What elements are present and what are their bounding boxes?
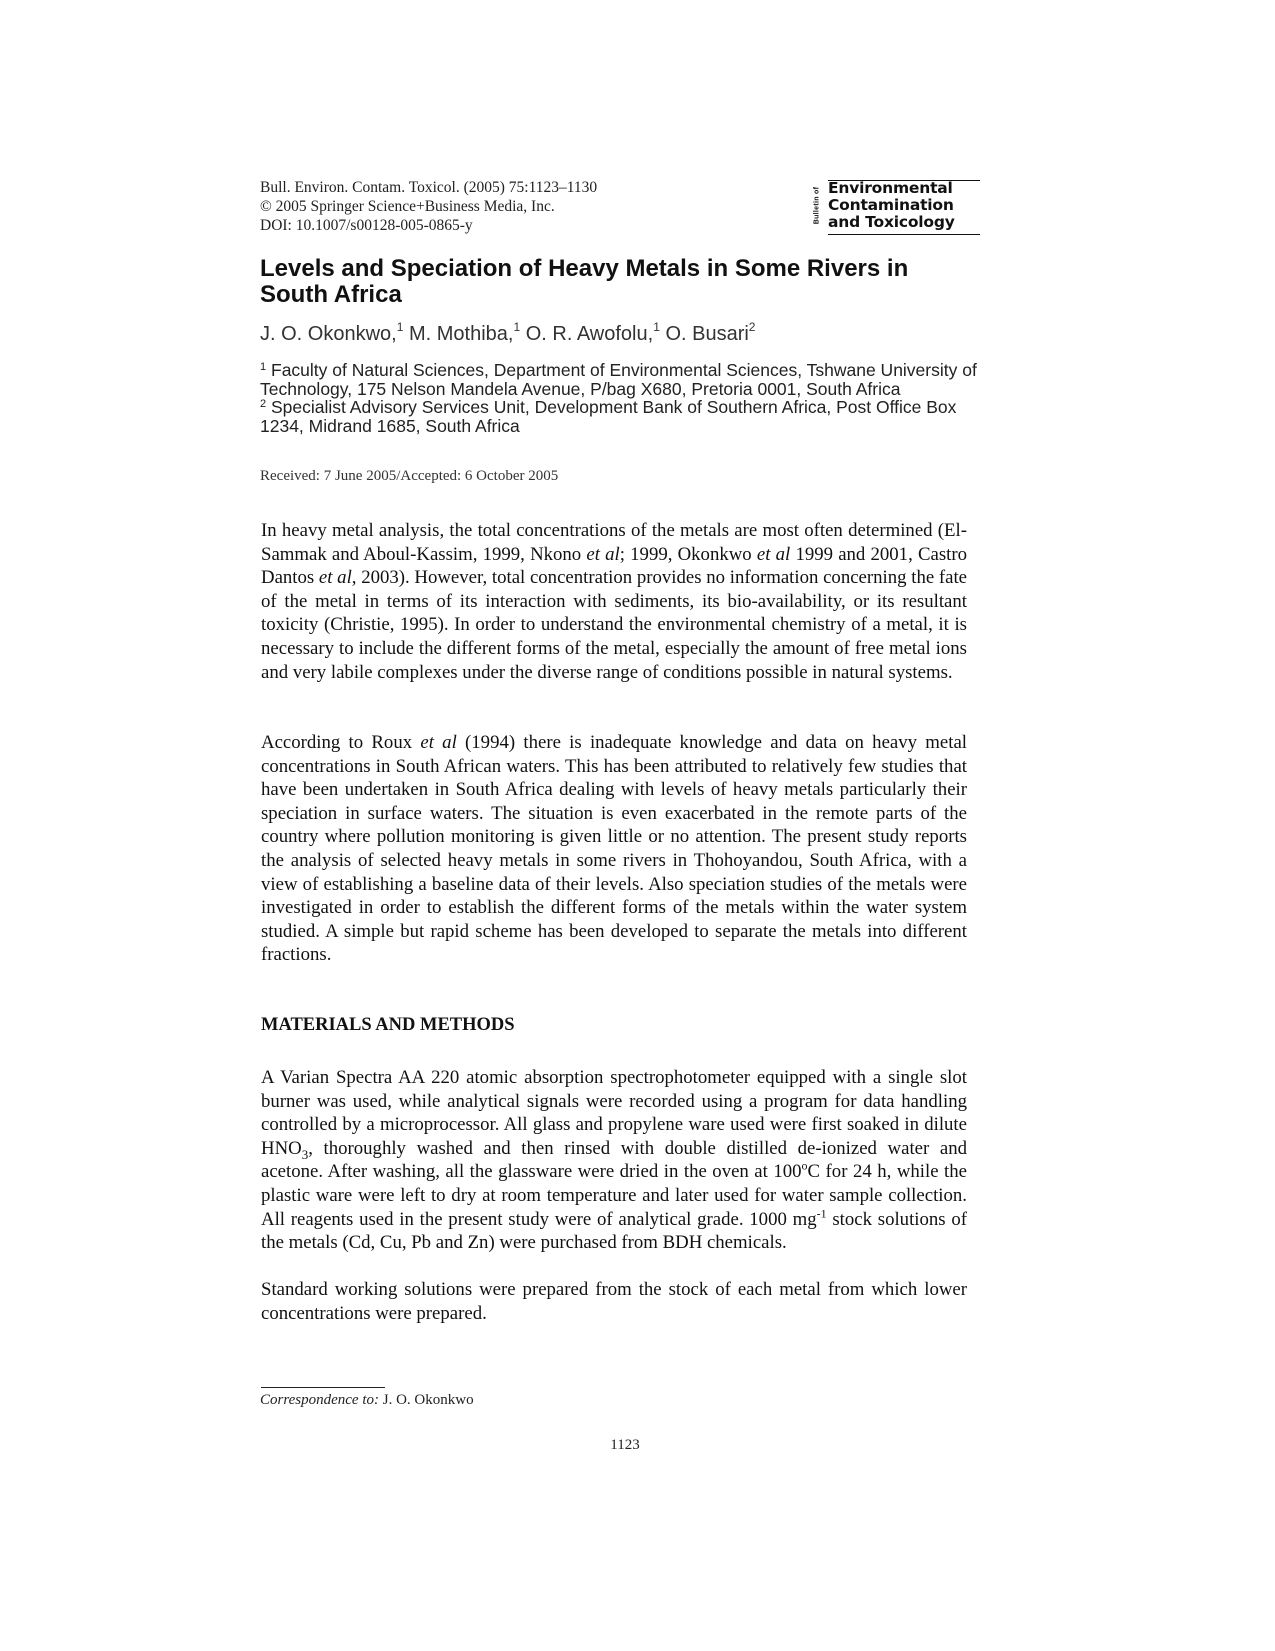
affiliations: [260, 361, 990, 435]
author-name: O. R. Awofolu,: [525, 323, 654, 345]
author-affil-ref: 1: [653, 320, 660, 334]
correspondence-footnote: Correspondence to: J. O. Okonkwo: [260, 1392, 474, 1408]
author-list: [260, 322, 755, 346]
citation-header: [260, 178, 597, 235]
citation-line: Bull. Environ. Contam. Toxicol. (2005) 75:1123–1130: [260, 179, 598, 196]
author-affil-ref: 1: [513, 320, 521, 334]
affiliation-2: $^2$ Specialist Advisory Services Unit, Development Bank of Southern Africa, Post Office Box 1234, Midrand 1685, South Africa: [260, 397, 957, 436]
logo-line-2: Contamination: [828, 196, 954, 214]
page-number: 1123: [610, 1437, 640, 1453]
author-name: M. Mothiba,: [408, 323, 514, 345]
received-dates: Received: 7 June 2005/Accepted: 6 October 2005: [260, 468, 559, 484]
article-title: Levels and Speciation of Heavy Metals in Some Rivers in South Africa: [260, 255, 909, 308]
affiliation-1: $^1$ Faculty of Natural Sciences, Department of Environmental Sciences, Tshwane University of Technology, 175 Nelson Mandela Avenue, P/bag X680, Pretoria 0001, South Africa: [260, 360, 977, 399]
author-affil-ref: 2: [748, 320, 756, 334]
doi-line: DOI: 10.1007/s00128-005-0865-y: [260, 217, 473, 234]
author-affil-ref: 1: [396, 320, 404, 334]
footnote-rule: [261, 1387, 385, 1388]
paragraph-methods: A Varian Spectra AA 220 atomic absorption spectrophotometer equipped with a single slot burner was used, while analytical signals were recorded using a program for data handling controlled by a microprocessor. All glass and propylene ware used were first soaked in dilute $HNO_3$, thoroughly washed and then rinsed with double distilled de-ionized water and acetone. After washing, all the glassware were dried in the oven at 100$^o$C for 24 h, while the plastic ware were left to dry at room temperature and later used for water sample collection. All reagents used in the present study were of analytical grade. 1000 $mg^{-1}$ stock solutions of the metals (Cd, Cu, Pb and Zn) were purchased from BDH chemicals.: [261, 1067, 967, 1254]
logo-rule-bottom: [828, 234, 980, 235]
journal-logo: [813, 179, 982, 236]
paragraph-background: According to Roux et al (1994) there is inadequate knowledge and data on heavy metal concentrations in South African waters. This has been attributed to relatively few studies that have been undertaken in South Africa dealing with levels of heavy metals particularly their speciation in surface waters. The situation is even exacerbated in the remote parts of the country where pollution monitoring is given little or no attention. The present study reports the analysis of selected heavy metals in some rivers in Thohoyandou, South Africa, with a view of establishing a baseline data of their levels. Also speciation studies of the metals were investigated in order to establish the different forms of the metals within the water system studied. A simple but rapid scheme has been developed to separate the metals into different fractions.: [261, 732, 967, 966]
copyright-line: © 2005 Springer Science+Business Media, Inc.: [260, 198, 555, 215]
author-name: O. Busari: [665, 323, 749, 345]
paragraph-intro: In heavy metal analysis, the total concentrations of the metals are most often determined (El-Sammak and Aboul-Kassim, 1999, Nkono et al; 1999, Okonkwo et al 1999 and 2001, Castro Dantos et al, 2003). However, total concentration provides no information concerning the fate of the metal in terms of its interaction with sediments, its bio-availability, or its resultant toxicity (Christie, 1995). In order to understand the environmental chemistry of a metal, it is necessary to include the different forms of the metal, especially the amount of free metal ions and very labile complexes under the diverse range of conditions possible in natural systems.: [261, 520, 968, 683]
logo-line-1: Environmental: [828, 179, 953, 197]
section-heading: MATERIALS AND METHODS: [261, 1015, 515, 1035]
author-name: J. O. Okonkwo,: [260, 323, 397, 345]
paragraph-standards: Standard working solutions were prepared from the stock of each metal from which lower concentrations were prepared.: [261, 1279, 967, 1324]
logo-prefix: Bulletin of: [813, 186, 821, 225]
logo-line-3: and Toxicology: [828, 213, 955, 231]
